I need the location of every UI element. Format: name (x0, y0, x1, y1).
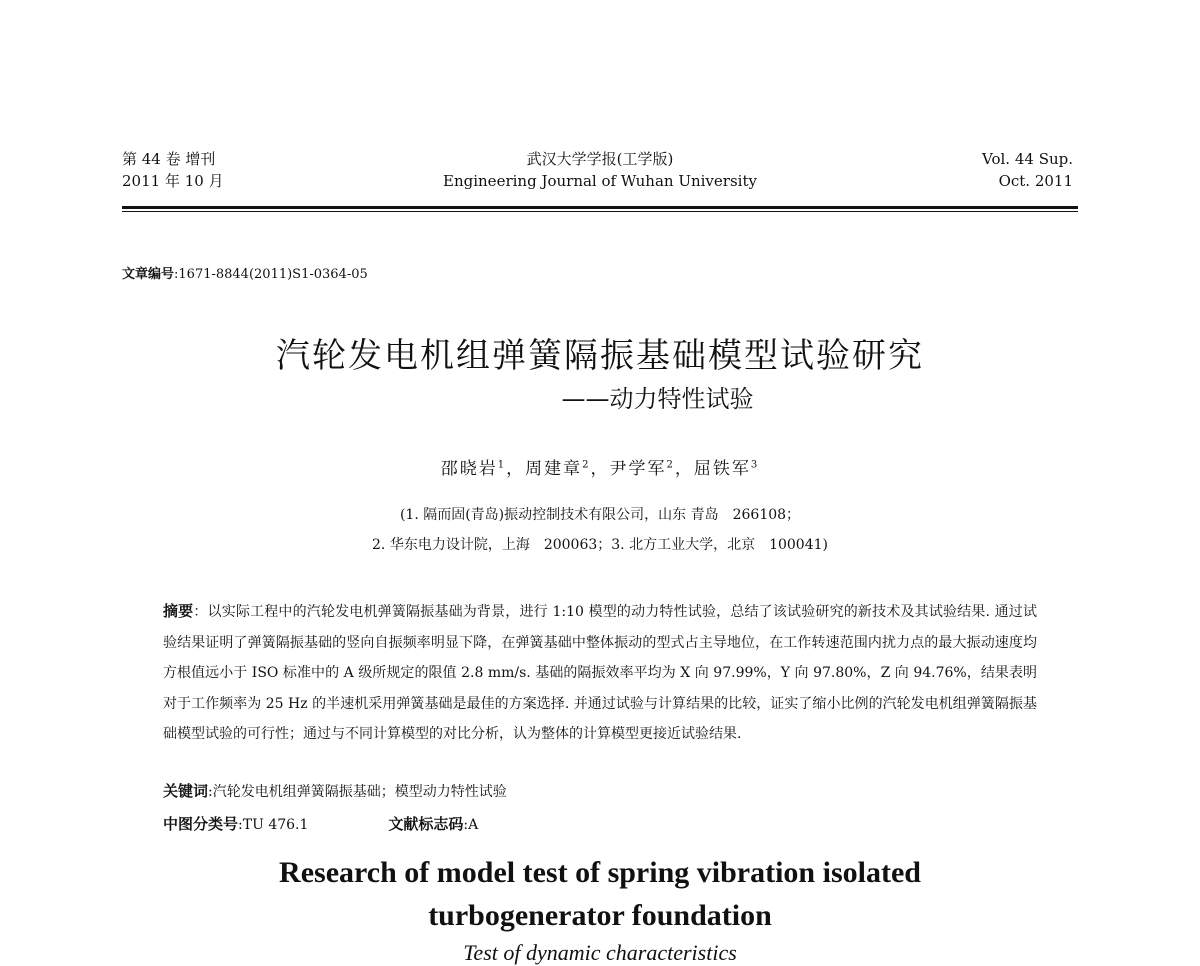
author-list (0, 454, 1200, 479)
classification (163, 813, 478, 834)
author-separator: ， (590, 459, 610, 479)
keywords-label: 关键词 (163, 782, 209, 800)
author: 尹学军 (609, 459, 667, 479)
abstract (163, 596, 1037, 750)
author-affiliation-mark: 3 (750, 459, 760, 471)
doc-code-value: :A (463, 817, 479, 833)
publication-date-en: Oct. 2011 (998, 172, 1073, 190)
journal-volume-info (122, 148, 224, 192)
author: 周建章 (525, 459, 583, 479)
clc-value: :TU 476.1 (238, 817, 309, 833)
article-number-label: 文章编号 (122, 267, 175, 282)
paper-title: 汽轮发电机组弹簧隔振基础模型试验研究 (276, 336, 924, 376)
journal-volume-info-en (982, 148, 1073, 192)
volume-issue-en: Vol. 44 Sup. (982, 150, 1073, 168)
author-separator: ， (506, 459, 526, 479)
volume-issue: 第 44 卷 增刊 (122, 150, 216, 168)
english-title-line: turbogenerator foundation (428, 899, 772, 932)
author-affiliation-mark: 2 (666, 459, 675, 471)
journal-name-en: Engineering Journal of Wuhan University (443, 172, 757, 190)
keywords (163, 780, 507, 801)
header-rule-thick (122, 206, 1078, 209)
doc-code-label: 文献标志码 (388, 815, 464, 833)
journal-name-cn: 武汉大学学报(工学版) (526, 150, 674, 168)
paper-subtitle: ——动力特性试验 (561, 385, 754, 413)
article-number-value: :1671-8844(2011)S1-0364-05 (174, 267, 368, 282)
author: 屈铁军 (693, 459, 751, 479)
author-affiliation-mark: 1 (497, 459, 507, 471)
journal-name (300, 148, 900, 192)
affiliation-line: (1. 隔而固(青岛)振动控制技术有限公司，山东 青岛 266108； (399, 507, 801, 523)
english-title-line: Research of model test of spring vibration isolated (279, 856, 921, 889)
keywords-text: :汽轮发电机组弹簧隔振基础；模型动力特性试验 (208, 784, 507, 800)
abstract-label: 摘要 (163, 602, 194, 620)
english-subtitle-partial: Test of dynamic characteristics (463, 940, 737, 965)
author-separator: ， (674, 459, 694, 479)
abstract-text: ：以实际工程中的汽轮发电机弹簧隔振基础为背景，进行 1:10 模型的动力特性试验，总结了该试验研究的新技术及其试验结果. 通过试验结果证明了弹簧隔振基础的竖向自振频率明显下降，在弹簧基础中整体振动的型式占主导地位，在工作转速范围内扰力点的最大振动速度均方根值远小于 ISO 标准中的 A 级所规定的限值 2.8 mm/s. 基础的隔振效率平均为 X 向 97.99%，Y 向 97.80%，Z 向 94.76%，结果表明对于工作频率为 25 Hz 的半速机采用弹簧基础是最佳的方案选择. 并通过试验与计算结果的比较，证实了缩小比例的汽轮发电机组弹簧隔振基础模型试验的可行性；通过与不同计算模型的对比分析，认为整体的计算模型更接近试验结果. (163, 604, 1037, 742)
author: 邵晓岩 (440, 459, 498, 479)
author-affiliation-mark: 2 (582, 459, 591, 471)
article-number (122, 263, 368, 282)
header-rule-thin (122, 211, 1078, 212)
clc-label: 中图分类号 (163, 815, 239, 833)
publication-date: 2011 年 10 月 (122, 172, 224, 190)
affiliation-line: 2. 华东电力设计院，上海 200063；3. 北方工业大学，北京 100041) (372, 537, 828, 553)
